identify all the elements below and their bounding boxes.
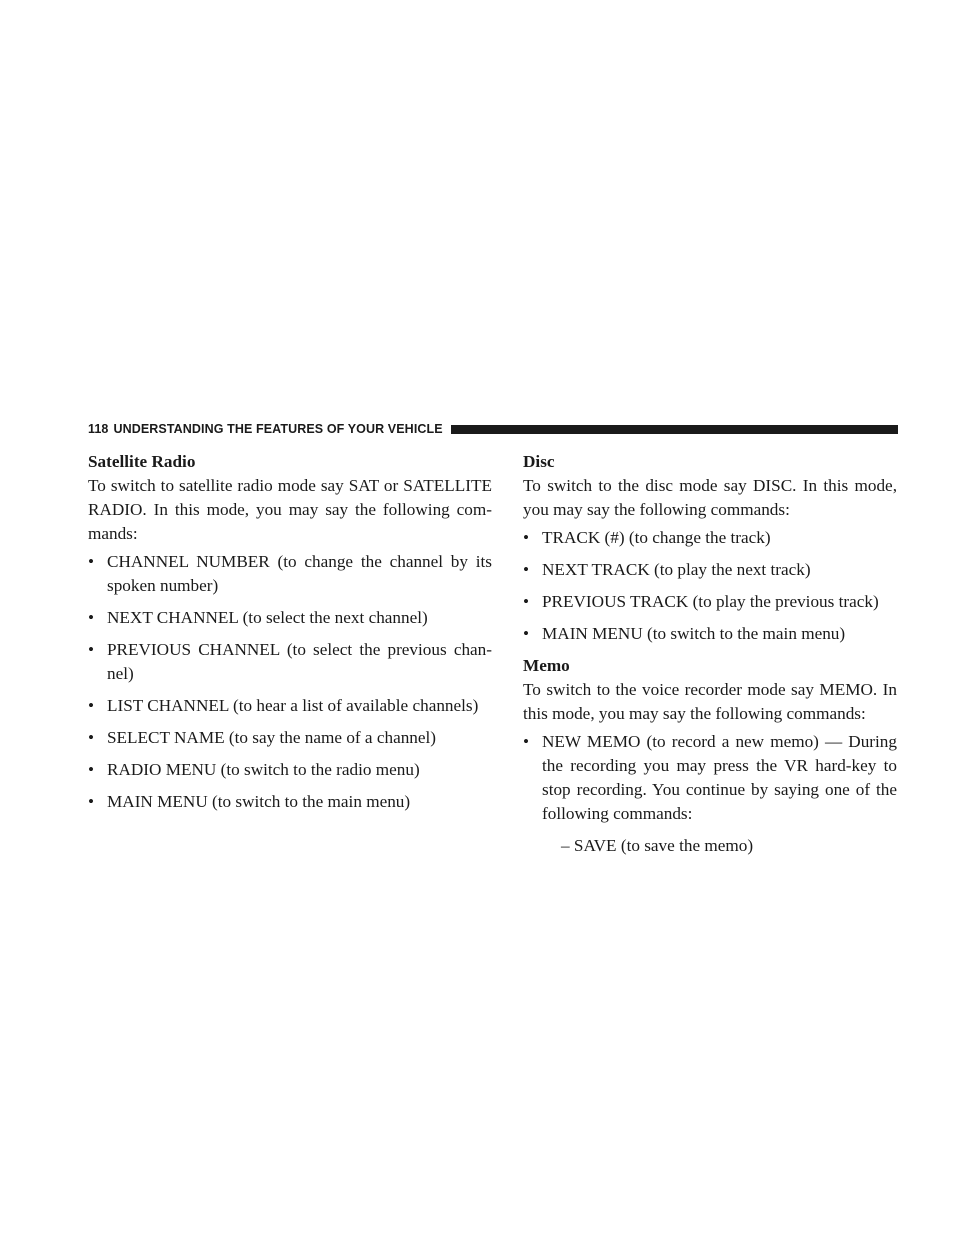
memo-commands — [523, 730, 897, 858]
bullet-icon: • — [88, 552, 95, 571]
satellite-radio-intro: To switch to satellite radio mode say SAT or SATELLITE RADIO. In this mode, you may say the following com-mands: — [88, 476, 492, 543]
list-item: • MAIN MENU (to switch to the main menu) — [88, 790, 492, 814]
left-column — [88, 450, 492, 822]
list-item: • NEXT TRACK (to play the next track) — [523, 558, 897, 582]
bullet-icon: • — [88, 760, 95, 779]
list-item: • PREVIOUS CHANNEL (to select the previous chan-nel) — [88, 640, 492, 683]
list-item: • TRACK (#) (to change the track) — [523, 526, 897, 550]
memo-heading: Memo — [523, 656, 570, 675]
bullet-icon: • — [88, 608, 95, 627]
disc-commands — [523, 526, 897, 646]
disc-heading: Disc — [523, 452, 555, 471]
bullet-icon: • — [523, 528, 530, 547]
bullet-icon: • — [523, 592, 530, 611]
bullet-icon: • — [88, 792, 95, 811]
list-item: • LIST CHANNEL (to hear a list of available channels) — [88, 694, 492, 718]
bullet-icon: • — [88, 640, 95, 659]
list-item: • SELECT NAME (to say the name of a channel) — [88, 726, 492, 750]
right-column — [523, 450, 897, 866]
bullet-icon: • — [523, 560, 530, 579]
list-item: • RADIO MENU (to switch to the radio menu) — [88, 758, 492, 782]
memo-sub-item: – SAVE (to save the memo) — [561, 836, 754, 855]
list-item: • NEW MEMO (to record a new memo) — During the recording you may press the VR hard-key to stop recording. You continue by saying one of the following commands: – SAVE (to save the memo) — [523, 730, 897, 858]
page-number: 118 — [88, 422, 109, 436]
list-item: • MAIN MENU (to switch to the main menu) — [523, 622, 897, 646]
page-header — [88, 419, 898, 439]
disc-intro: To switch to the disc mode say DISC. In this mode, you may say the following commands: — [523, 476, 897, 519]
bullet-icon: • — [88, 696, 95, 715]
section-title: UNDERSTANDING THE FEATURES OF YOUR VEHICLE — [113, 422, 443, 436]
bullet-icon: • — [88, 728, 95, 747]
memo-intro: To switch to the voice recorder mode say MEMO. In this mode, you may say the following commands: — [523, 680, 897, 723]
list-item: • CHANNEL NUMBER (to change the channel by its spoken number) — [88, 552, 492, 595]
list-item: • PREVIOUS TRACK (to play the previous track) — [523, 590, 897, 614]
satellite-radio-heading: Satellite Radio — [88, 452, 196, 471]
list-item: • NEXT CHANNEL (to select the next channel) — [88, 606, 492, 630]
satellite-radio-commands — [88, 550, 492, 814]
bullet-icon: • — [523, 624, 530, 643]
bullet-icon: • — [523, 732, 530, 751]
header-rule — [451, 425, 898, 434]
